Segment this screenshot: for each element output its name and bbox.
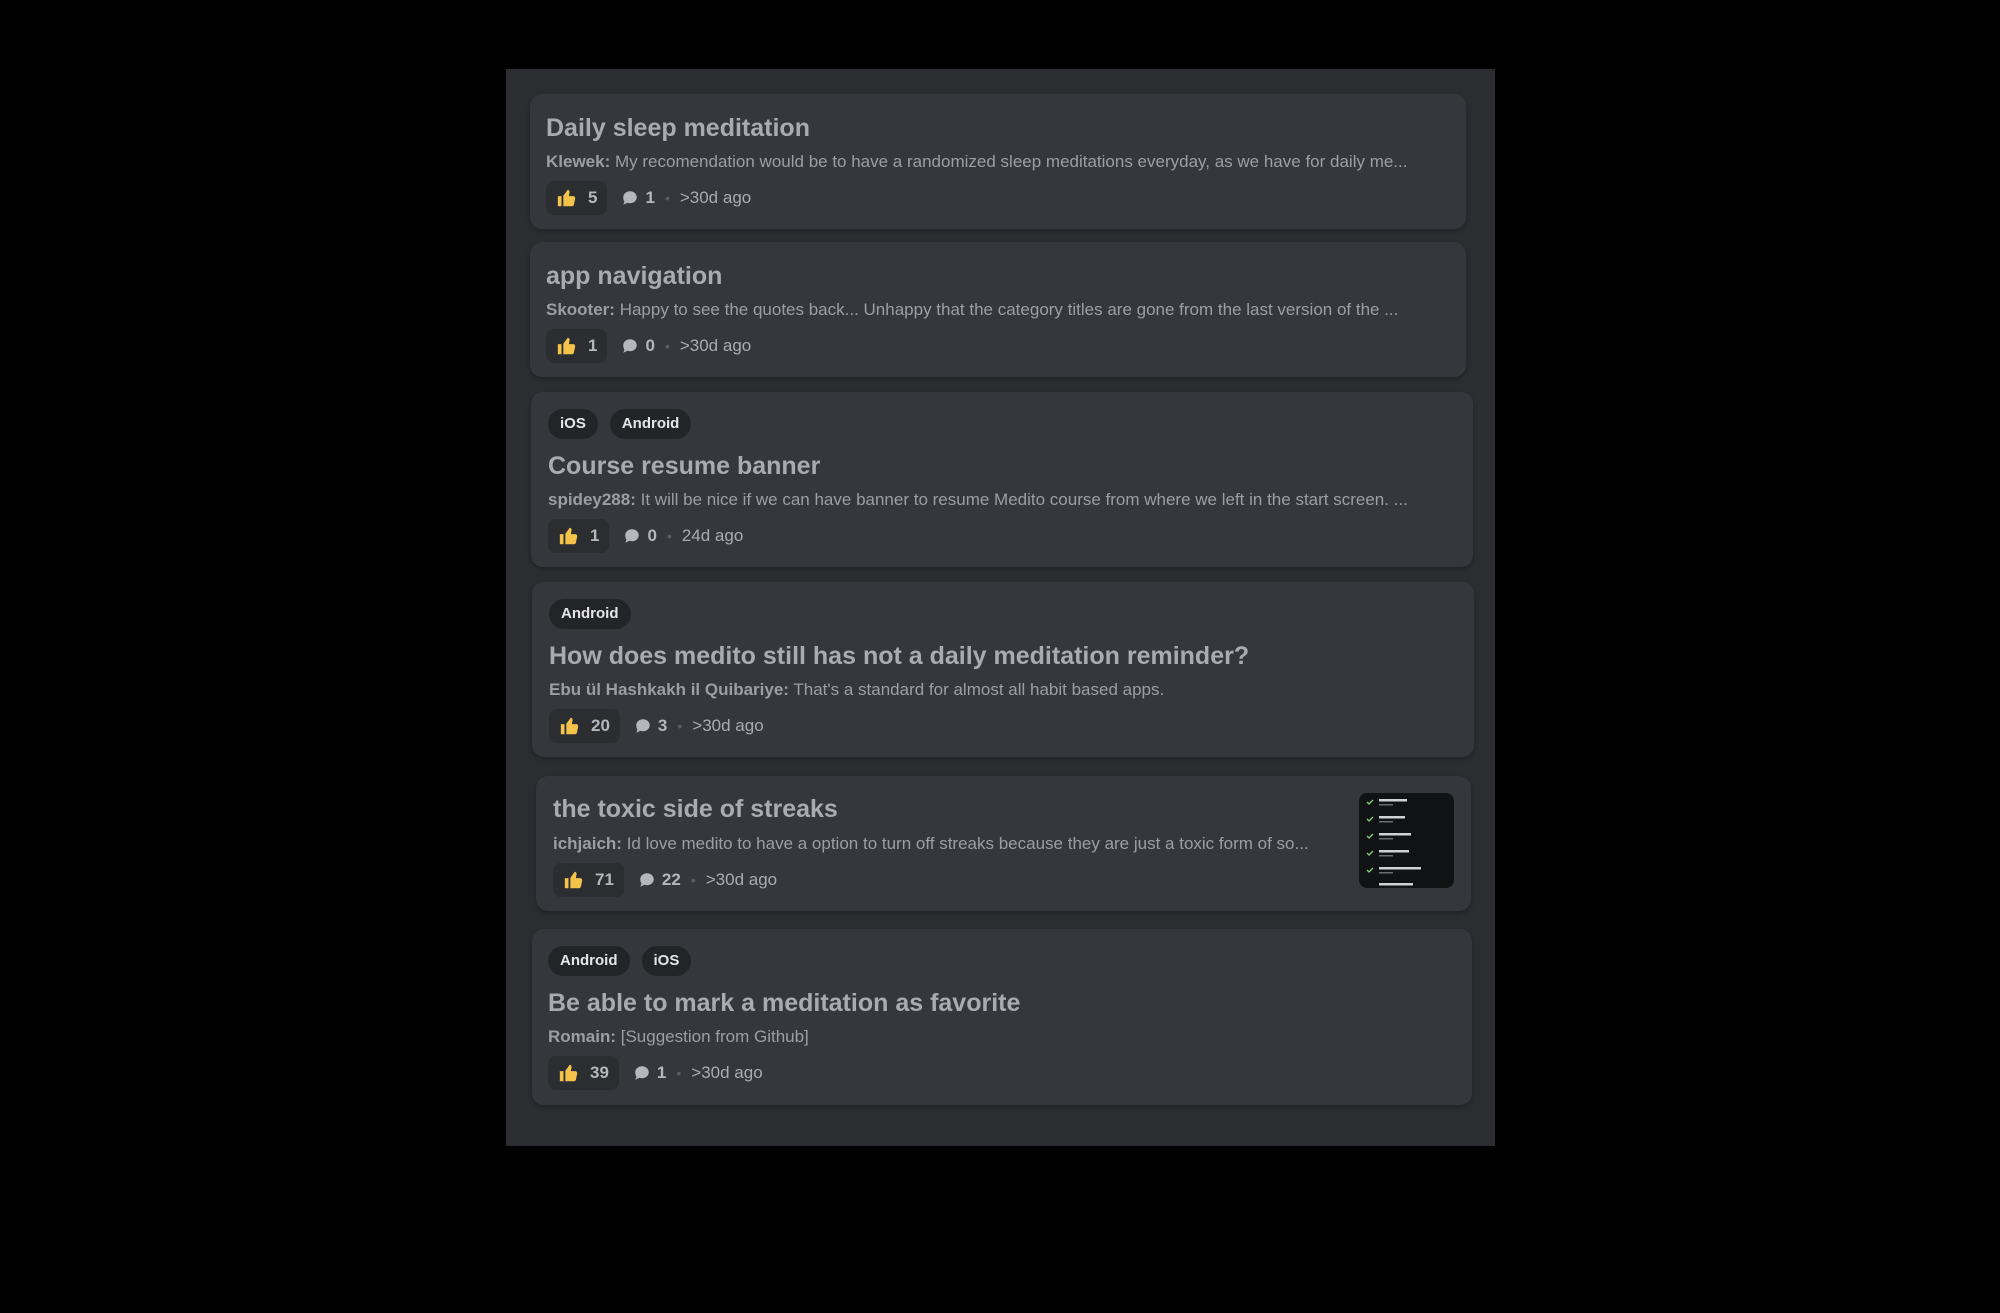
post-snippet	[549, 680, 1454, 700]
separator-dot: •	[666, 528, 672, 544]
forum-post-card[interactable]	[536, 776, 1471, 911]
reaction-button[interactable]	[553, 863, 624, 897]
post-meta	[548, 519, 743, 553]
post-preview-image[interactable]	[1359, 793, 1454, 888]
post-title[interactable]: the toxic side of streaks	[553, 795, 838, 823]
reaction-button[interactable]	[546, 329, 607, 363]
post-meta	[546, 329, 751, 363]
post-snippet	[548, 1027, 1453, 1047]
post-snippet-text: Id love medito to have a option to turn off streaks because they are just a toxic form of so...	[626, 834, 1309, 853]
post-snippet-text: [Suggestion from Github]	[620, 1027, 809, 1046]
separator-dot: •	[664, 190, 670, 206]
thumbs-up-icon	[563, 869, 585, 891]
post-title[interactable]: app navigation	[546, 262, 723, 290]
comment-count[interactable]	[634, 716, 667, 736]
reaction-count: 71	[595, 870, 614, 889]
post-author: spidey288:	[548, 490, 636, 509]
post-snippet	[548, 490, 1453, 510]
comment-count[interactable]	[621, 188, 654, 208]
thumbs-up-icon	[558, 1062, 580, 1084]
post-time: >30d ago	[705, 870, 778, 889]
post-author: Romain:	[548, 1027, 616, 1046]
comment-bubble-icon	[633, 1064, 651, 1082]
comment-bubble-icon	[621, 337, 639, 355]
tag-android[interactable]: Android	[549, 599, 631, 629]
post-title[interactable]: Course resume banner	[548, 452, 821, 480]
post-meta	[548, 1056, 763, 1090]
reaction-count: 39	[590, 1063, 609, 1082]
post-time: >30d ago	[679, 188, 752, 207]
comment-count-value: 0	[647, 526, 657, 545]
comment-count-value: 3	[657, 716, 668, 735]
post-meta	[546, 181, 751, 215]
post-time: >30d ago	[679, 336, 752, 355]
post-snippet-text: It will be nice if we can have banner to resume Medito course from where we left in the start screen. ...	[640, 490, 1408, 509]
post-snippet	[546, 152, 1446, 172]
comment-count-value: 1	[656, 1063, 667, 1082]
forum-post-card[interactable]	[531, 392, 1473, 567]
reaction-count: 1	[590, 526, 600, 545]
reaction-button[interactable]	[548, 1056, 619, 1090]
comment-count[interactable]	[633, 1063, 666, 1083]
thumbs-up-icon	[556, 335, 578, 357]
comment-count[interactable]	[621, 336, 654, 356]
post-snippet	[553, 834, 1343, 854]
comment-bubble-icon	[638, 871, 656, 889]
forum-post-card[interactable]	[532, 582, 1474, 757]
separator-dot: •	[677, 718, 683, 734]
separator-dot: •	[676, 1065, 682, 1081]
post-tags	[548, 946, 691, 976]
post-snippet-text: Happy to see the quotes back... Unhappy that the category titles are gone from the last version of the ...	[619, 300, 1399, 319]
post-time: >30d ago	[692, 716, 764, 735]
post-snippet-text: My recomendation would be to have a randomized sleep meditations everyday, as we have for daily me...	[614, 152, 1408, 171]
post-tags	[548, 409, 691, 439]
post-title[interactable]: Daily sleep meditation	[546, 114, 810, 142]
post-time: 24d ago	[681, 526, 744, 545]
comment-bubble-icon	[634, 717, 652, 735]
post-meta	[553, 863, 777, 897]
thumbs-up-icon	[558, 525, 580, 547]
comment-count-value: 0	[645, 336, 655, 355]
post-author: Ebu ül Hashkakh il Quibariye:	[549, 680, 789, 699]
comment-count-value: 1	[645, 188, 655, 207]
tag-ios[interactable]: iOS	[642, 946, 692, 976]
forum-panel	[506, 69, 1495, 1146]
post-title[interactable]: Be able to mark a meditation as favorite	[548, 989, 1021, 1017]
thumbs-up-icon	[559, 715, 581, 737]
separator-dot: •	[664, 338, 670, 354]
reaction-count: 5	[588, 188, 598, 207]
comment-count-value: 22	[661, 870, 681, 889]
forum-post-card[interactable]	[530, 94, 1466, 229]
reaction-button[interactable]	[549, 709, 620, 743]
reaction-button[interactable]	[548, 519, 609, 553]
post-author: Skooter:	[546, 300, 615, 319]
reaction-count: 20	[591, 716, 610, 735]
comment-count[interactable]	[638, 870, 681, 890]
post-meta	[549, 709, 764, 743]
post-snippet	[546, 300, 1446, 320]
post-author: Klewek:	[546, 152, 611, 171]
tag-android[interactable]: Android	[610, 409, 692, 439]
forum-post-card[interactable]	[532, 929, 1472, 1105]
reaction-button[interactable]	[546, 181, 607, 215]
post-snippet-text: That's a standard for almost all habit based apps.	[793, 680, 1165, 699]
thumbs-up-icon	[556, 187, 578, 209]
post-tags	[549, 599, 631, 629]
comment-bubble-icon	[623, 527, 641, 545]
separator-dot: •	[690, 872, 696, 888]
comment-count[interactable]	[623, 526, 656, 546]
post-time: >30d ago	[691, 1063, 763, 1082]
comment-bubble-icon	[621, 189, 639, 207]
post-title[interactable]: How does medito still has not a daily meditation reminder?	[549, 642, 1250, 670]
forum-post-card[interactable]	[530, 242, 1466, 377]
tag-ios[interactable]: iOS	[548, 409, 598, 439]
tag-android[interactable]: Android	[548, 946, 630, 976]
post-author: ichjaich:	[553, 834, 622, 853]
reaction-count: 1	[588, 336, 598, 355]
